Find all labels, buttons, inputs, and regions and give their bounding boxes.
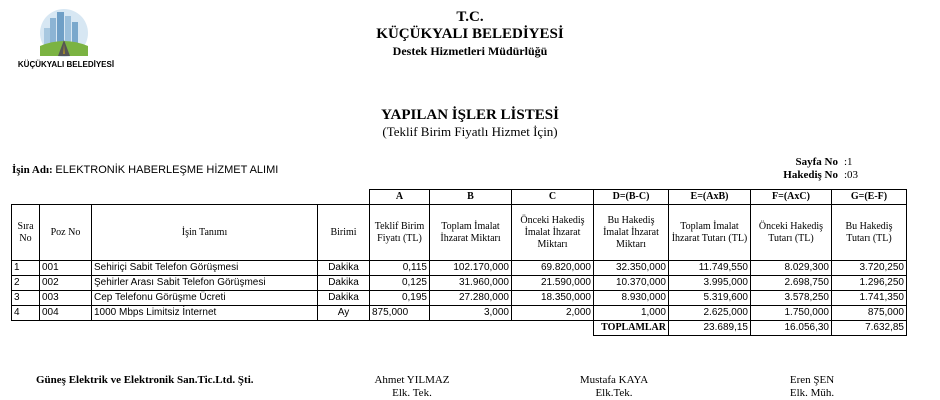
cell-b: 102.170,000 [430, 261, 512, 276]
cell-a: 0,125 [370, 276, 430, 291]
cell-poz: 001 [40, 261, 92, 276]
cell-sira: 2 [12, 276, 40, 291]
contractor-company: Güneş Elektrik ve Elektronik San.Tic.Ltd. Şti. [36, 374, 254, 386]
signer-3-title: Elk. Müh. [789, 387, 835, 399]
column-letter: F=(AxC) [751, 190, 832, 205]
formula-row [12, 190, 907, 205]
cell-sira: 1 [12, 261, 40, 276]
page-title: YAPILAN İŞLER LİSTESİ [381, 107, 559, 123]
header-isin-tanimi: İşin Tanımı [92, 205, 318, 261]
signer-2-title: Elk.Tek. [595, 387, 633, 399]
cell-birim: Ay [318, 306, 370, 321]
cell-d: 10.370,000 [594, 276, 669, 291]
column-letter: C [512, 190, 594, 205]
cell-b: 31.960,000 [430, 276, 512, 291]
header-a: Teklif Birim Fiyatı (TL) [370, 205, 430, 261]
cell-b: 3,000 [430, 306, 512, 321]
logo-caption: KÜÇÜKYALI BELEDİYESİ [17, 60, 115, 69]
cell-e: 11.749,550 [669, 261, 751, 276]
column-letter: E=(AxB) [669, 190, 751, 205]
total-f: 16.056,30 [751, 321, 832, 336]
cell-g: 1.296,250 [832, 276, 907, 291]
header-f: Önceki Hakediş Tutarı (TL) [751, 205, 832, 261]
cell-birim: Dakika [318, 261, 370, 276]
header-d: Bu Hakediş İmalat İhzarat Miktarı [594, 205, 669, 261]
totals-row [12, 321, 907, 336]
cell-g: 3.720,250 [832, 261, 907, 276]
header-department: Destek Hizmetleri Müdürlüğü [392, 44, 548, 58]
cell-c: 69.820,000 [512, 261, 594, 276]
cell-birim: Dakika [318, 276, 370, 291]
cell-birim: Dakika [318, 291, 370, 306]
header-row [12, 205, 907, 261]
cell-c: 18.350,000 [512, 291, 594, 306]
job-name-label: İşin Adı: [12, 164, 53, 176]
header-tc: T.C. [456, 9, 484, 25]
column-letter: A [370, 190, 430, 205]
page-no-value: :1 [844, 156, 853, 168]
cell-c: 21.590,000 [512, 276, 594, 291]
page-subtitle: (Teklif Birim Fiyatlı Hizmet İçin) [382, 124, 558, 139]
header-poz: Poz No [40, 205, 92, 261]
header-b: Toplam İmalat İhzarat Miktarı [430, 205, 512, 261]
cell-g: 1.741,350 [832, 291, 907, 306]
cell-d: 32.350,000 [594, 261, 669, 276]
table-row [12, 261, 907, 276]
page-no-label: Sayfa No [795, 156, 838, 168]
signer-1-title: Elk. Tek. [392, 387, 432, 399]
cell-e: 2.625,000 [669, 306, 751, 321]
table-row [12, 276, 907, 291]
cell-poz: 003 [40, 291, 92, 306]
cell-f: 2.698,750 [751, 276, 832, 291]
table-row [12, 306, 907, 321]
header-birimi: Birimi [318, 205, 370, 261]
cell-f: 3.578,250 [751, 291, 832, 306]
header-g: Bu Hakediş Tutarı (TL) [832, 205, 907, 261]
signer-1-name: Ahmet YILMAZ [374, 374, 450, 386]
column-letter: B [430, 190, 512, 205]
job-name-value: ELEKTRONİK HABERLEŞME HİZMET ALIMI [55, 164, 279, 176]
cell-sira: 4 [12, 306, 40, 321]
job-name-line [12, 164, 278, 176]
cell-tanim: Sehiriçi Sabit Telefon Görüşmesi [92, 261, 318, 276]
signer-2-name: Mustafa KAYA [579, 374, 649, 386]
cell-tanim: Cep Telefonu Görüşme Ücreti [92, 291, 318, 306]
total-g: 7.632,85 [832, 321, 907, 336]
column-letter: G=(E-F) [832, 190, 907, 205]
progress-no-value: :03 [844, 169, 859, 181]
cell-a: 0,115 [370, 261, 430, 276]
table-row [12, 291, 907, 306]
header-municipality: KÜÇÜKYALI BELEDİYESİ [376, 26, 564, 42]
cell-e: 5.319,600 [669, 291, 751, 306]
progress-no-label: Hakediş No [783, 169, 838, 181]
cell-poz: 002 [40, 276, 92, 291]
cell-poz: 004 [40, 306, 92, 321]
header-c: Önceki Hakediş İmalat İhzarat Miktarı [512, 205, 594, 261]
totals-label: TOPLAMLAR [594, 321, 669, 336]
header-sira: Sıra No [12, 205, 40, 261]
cell-d: 1,000 [594, 306, 669, 321]
cell-b: 27.280,000 [430, 291, 512, 306]
cell-g: 875,000 [832, 306, 907, 321]
cell-tanim: 1000 Mbps Limitsiz İnternet [92, 306, 318, 321]
cell-d: 8.930,000 [594, 291, 669, 306]
cell-sira: 3 [12, 291, 40, 306]
column-letter: D=(B-C) [594, 190, 669, 205]
cell-e: 3.995,000 [669, 276, 751, 291]
total-e: 23.689,15 [669, 321, 751, 336]
work-items-table [11, 189, 907, 336]
cell-a: 875,000 [370, 306, 430, 321]
cell-tanim: Şehirler Arası Sabit Telefon Görüşmesi [92, 276, 318, 291]
cell-f: 8.029,300 [751, 261, 832, 276]
header-e: Toplam İmalat İhzarat Tutarı (TL) [669, 205, 751, 261]
signer-3-name: Eren ŞEN [789, 374, 835, 386]
cell-c: 2,000 [512, 306, 594, 321]
cell-f: 1.750,000 [751, 306, 832, 321]
cell-a: 0,195 [370, 291, 430, 306]
